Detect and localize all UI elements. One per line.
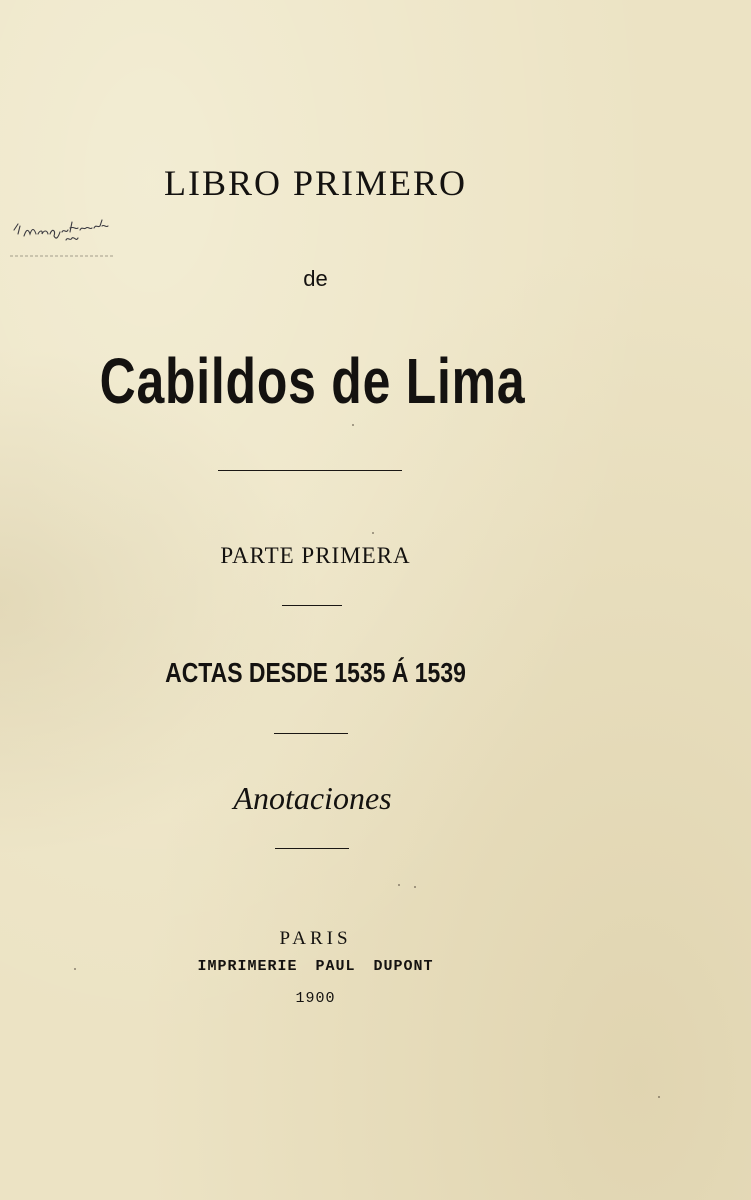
divider-rule xyxy=(275,848,349,849)
handwritten-annotation xyxy=(10,216,120,266)
section-anotaciones: Anotaciones xyxy=(233,780,392,816)
heading-libro-primero: LIBRO PRIMERO xyxy=(163,163,468,203)
imprint-printer: IMPRIMERIE PAUL DUPONT xyxy=(197,958,434,975)
paper-speck xyxy=(352,424,354,426)
main-title: Cabildos de Lima xyxy=(99,345,526,417)
paper-speck xyxy=(372,532,374,534)
divider-rule xyxy=(282,605,342,606)
subtitle-actas: ACTAS DESDE 1535 Á 1539 xyxy=(165,657,466,688)
paper-speck xyxy=(74,968,76,970)
imprint-city: PARIS xyxy=(279,928,352,949)
paper-speck xyxy=(658,1096,660,1098)
imprint-year: 1900 xyxy=(295,990,336,1007)
paper-speck xyxy=(398,884,400,886)
paper-speck xyxy=(414,886,416,888)
part-label: PARTE PRIMERA xyxy=(220,543,411,568)
divider-rule xyxy=(274,733,348,734)
divider-rule xyxy=(218,470,402,471)
connector-text: de xyxy=(303,266,328,291)
